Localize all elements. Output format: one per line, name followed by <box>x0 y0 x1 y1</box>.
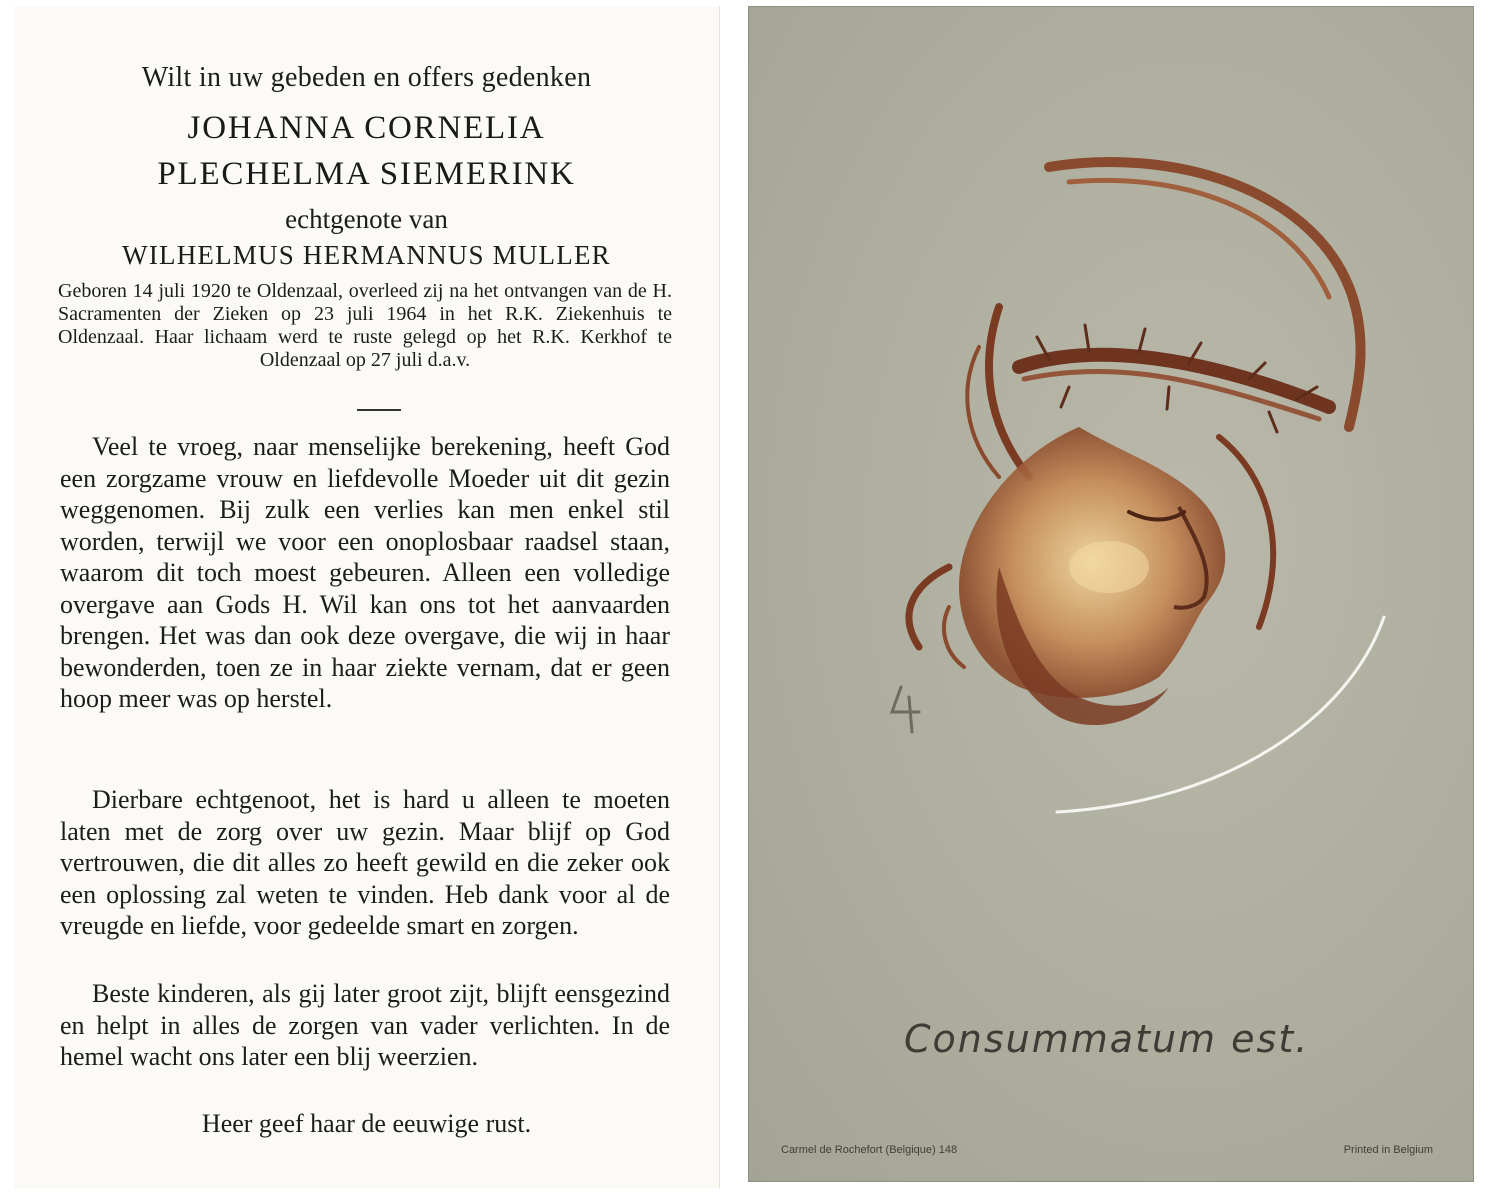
publisher-imprint: Carmel de Rochefort (Belgique) 148 <box>781 1144 958 1156</box>
deceased-name-line2: PLECHELMA SIEMERINK <box>157 156 576 192</box>
divider <box>357 409 401 411</box>
christ-head-illustration <box>749 7 1474 1182</box>
devotional-image-card <box>748 6 1474 1182</box>
paragraph-2: Dierbare echtgenoot, het is hard u alleen te moeten laten met de zorg over uw gezin. Maar blijf op God vertrouwen, die dit alles zo heeft gewild en die zeker ook een oplossing zal weten te vinden. Heb dank voor al de vreugde en liefde, voor gedeelde smart en zorgen. <box>60 785 670 940</box>
paragraph-1: Veel te vroeg, naar menselijke berekening, heeft God een zorgzame vrouw en liefdevolle Moeder uit dit gezin weggenomen. Bij zulk een verlies kan men enkel stil worden, terwijl we voor een onoplosbaar raadsel staan, waarom dit toch moest gebeuren. Alleen een volledige overgave aan Gods H. Wil kan ons tot het aanvaarden brengen. Het was dan ook deze overgave, die wij in haar bewonderden, toen ze in haar ziekte vernam, dat er geen hoop meer was op herstel. <box>60 432 670 713</box>
spouse-label: echtgenote van <box>285 204 448 234</box>
biography-text: Geboren 14 juli 1920 te Oldenzaal, overleed zij na het ontvangen van de H. Sacramenten der Zieken op 23 juli 1964 in het R.K. Ziekenhuis te Oldenzaal. Haar lichaam werd te ruste gelegd op het R.K. Kerkhof te Oldenzaal op 27 juli d.a.v. <box>58 280 672 371</box>
printed-in-label: Printed in Belgium <box>1343 1144 1433 1156</box>
intro-line: Wilt in uw gebeden en offers gedenken <box>141 62 592 93</box>
closing-prayer: Heer geef haar de eeuwige rust. <box>201 1109 532 1138</box>
deceased-name-line1: JOHANNA CORNELIA <box>187 110 546 146</box>
memorial-text-card <box>14 6 720 1188</box>
paragraph-3: Beste kinderen, als gij later groot zijt, blijft eensgezind en helpt in alles de zorgen van vader verlichten. In de hemel wacht ons later een blij weerzien. <box>60 979 670 1071</box>
spouse-name: WILHELMUS HERMANNUS MULLER <box>122 240 611 270</box>
image-caption: Consummatum est. <box>904 1017 1310 1061</box>
